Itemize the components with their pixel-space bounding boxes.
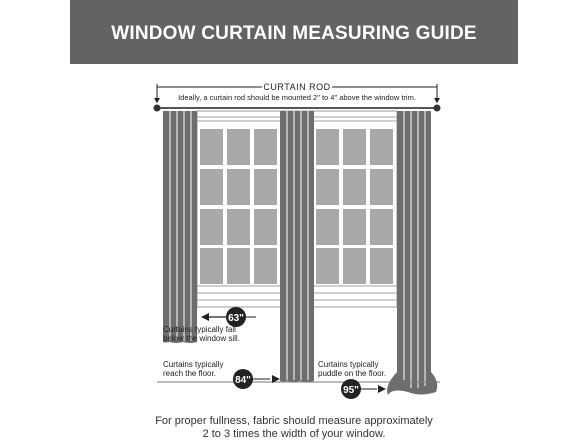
window-pane	[200, 248, 223, 284]
rod-note: Ideally, a curtain rod should be mounted 2" to 4" above the window trim.	[178, 93, 416, 102]
window-pane	[254, 209, 277, 245]
caption-95-line1: Curtains typically	[318, 360, 379, 369]
caption-95-line2: puddle on the floor.	[318, 369, 387, 378]
window-pane	[227, 169, 250, 205]
caption-84-line2: reach the floor.	[163, 369, 216, 378]
window-pane	[200, 169, 223, 205]
window-pane	[370, 169, 393, 205]
rod-label: CURTAIN ROD	[263, 82, 331, 92]
footer-line-2: 2 to 3 times the width of your window.	[202, 428, 386, 440]
window-pane	[227, 248, 250, 284]
page-title: WINDOW CURTAIN MEASURING GUIDE	[111, 23, 477, 44]
window-pane	[370, 129, 393, 165]
measurement-95-value: 95"	[343, 385, 359, 396]
caption-63-line2: below the window sill.	[163, 334, 240, 343]
window-pane	[343, 169, 366, 205]
window-pane	[316, 209, 339, 245]
left-curtain	[163, 111, 197, 343]
window-pane	[370, 209, 393, 245]
window-pane	[254, 169, 277, 205]
curtain-rod	[154, 105, 441, 112]
window-pane	[254, 248, 277, 284]
window-pane	[316, 248, 339, 284]
caption-84-line1: Curtains typically	[163, 360, 224, 369]
window-pane	[200, 209, 223, 245]
measurement-84-value: 84"	[235, 375, 251, 386]
center-curtain	[280, 111, 314, 382]
measurement-63-value: 63"	[228, 313, 244, 324]
window-pane	[254, 129, 277, 165]
window-pane	[343, 209, 366, 245]
window-pane	[316, 129, 339, 165]
measurement-63	[201, 307, 256, 327]
caption-63-line1: Curtains typically fall	[163, 325, 236, 334]
window-pane	[343, 248, 366, 284]
window-pane	[370, 248, 393, 284]
measurement-84	[233, 369, 280, 389]
window-pane	[343, 129, 366, 165]
window-pane	[200, 129, 223, 165]
footer-line-1: For proper fullness, fabric should measure approximately	[155, 415, 433, 427]
window-pane	[316, 169, 339, 205]
window-pane	[227, 129, 250, 165]
window-pane	[227, 209, 250, 245]
